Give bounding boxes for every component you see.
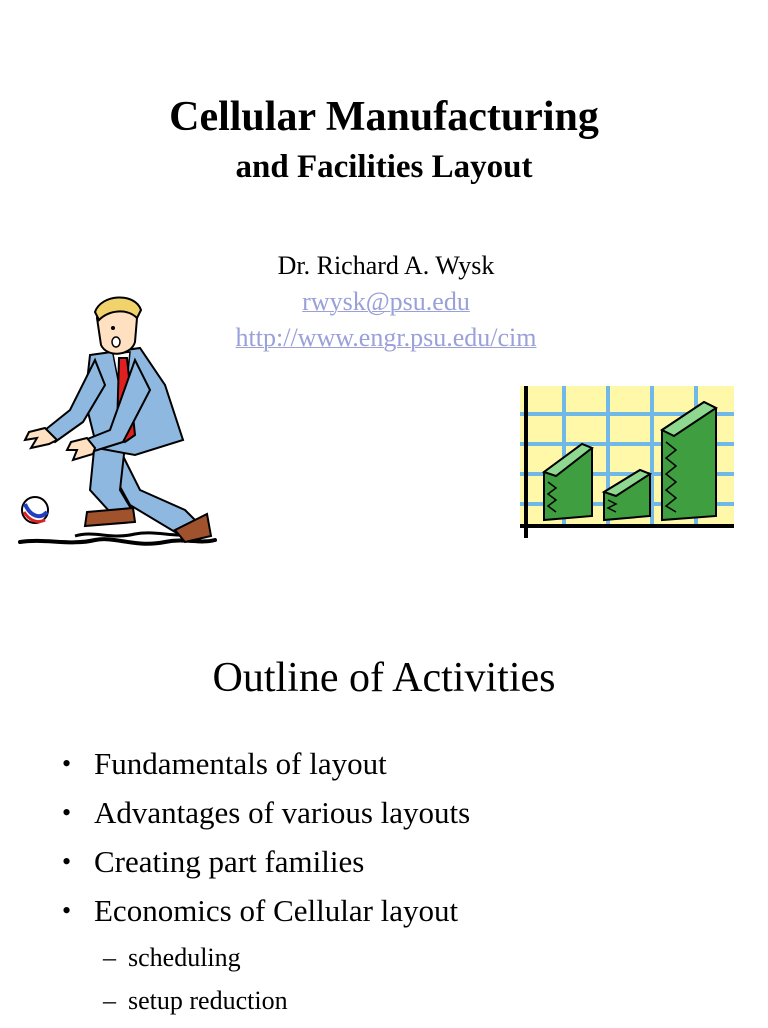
bullet-marker: • xyxy=(62,749,72,778)
bullet-text: Creating part families xyxy=(94,844,365,879)
bullet-text: Economics of Cellular layout xyxy=(94,893,459,928)
outline-slide xyxy=(0,600,768,1024)
sub-bullet-item xyxy=(62,942,470,985)
bullet-text: Advantages of various layouts xyxy=(94,795,471,830)
sub-bullet-text: setup reduction xyxy=(128,986,288,1015)
outline-title: Outline of Activities xyxy=(212,655,556,701)
bullet-item xyxy=(62,795,470,844)
bullet-item xyxy=(62,746,470,795)
bullet-text: Fundamentals of layout xyxy=(94,746,387,781)
sub-bullet-marker: – xyxy=(103,943,116,972)
author-name: Dr. Richard A. Wysk xyxy=(277,251,495,280)
website-link[interactable]: http://www.engr.psu.edu/cim xyxy=(235,323,537,352)
bullet-list xyxy=(62,746,470,1028)
bullet-marker: • xyxy=(62,896,72,925)
money-bar-chart-icon xyxy=(512,382,738,542)
sub-bullet-marker: – xyxy=(103,986,116,1015)
slide-title: Cellular Manufacturing xyxy=(169,94,599,140)
bullet-marker: • xyxy=(62,847,72,876)
bullet-item xyxy=(62,893,470,942)
bullet-item xyxy=(62,844,470,893)
bowling-businessman-icon xyxy=(15,290,220,555)
bullet-marker: • xyxy=(62,798,72,827)
slide-subtitle: and Facilities Layout xyxy=(235,149,533,185)
email-link[interactable]: rwysk@psu.edu xyxy=(302,287,470,316)
sub-bullet-text: scheduling xyxy=(128,943,241,972)
sub-bullet-item xyxy=(62,985,470,1028)
